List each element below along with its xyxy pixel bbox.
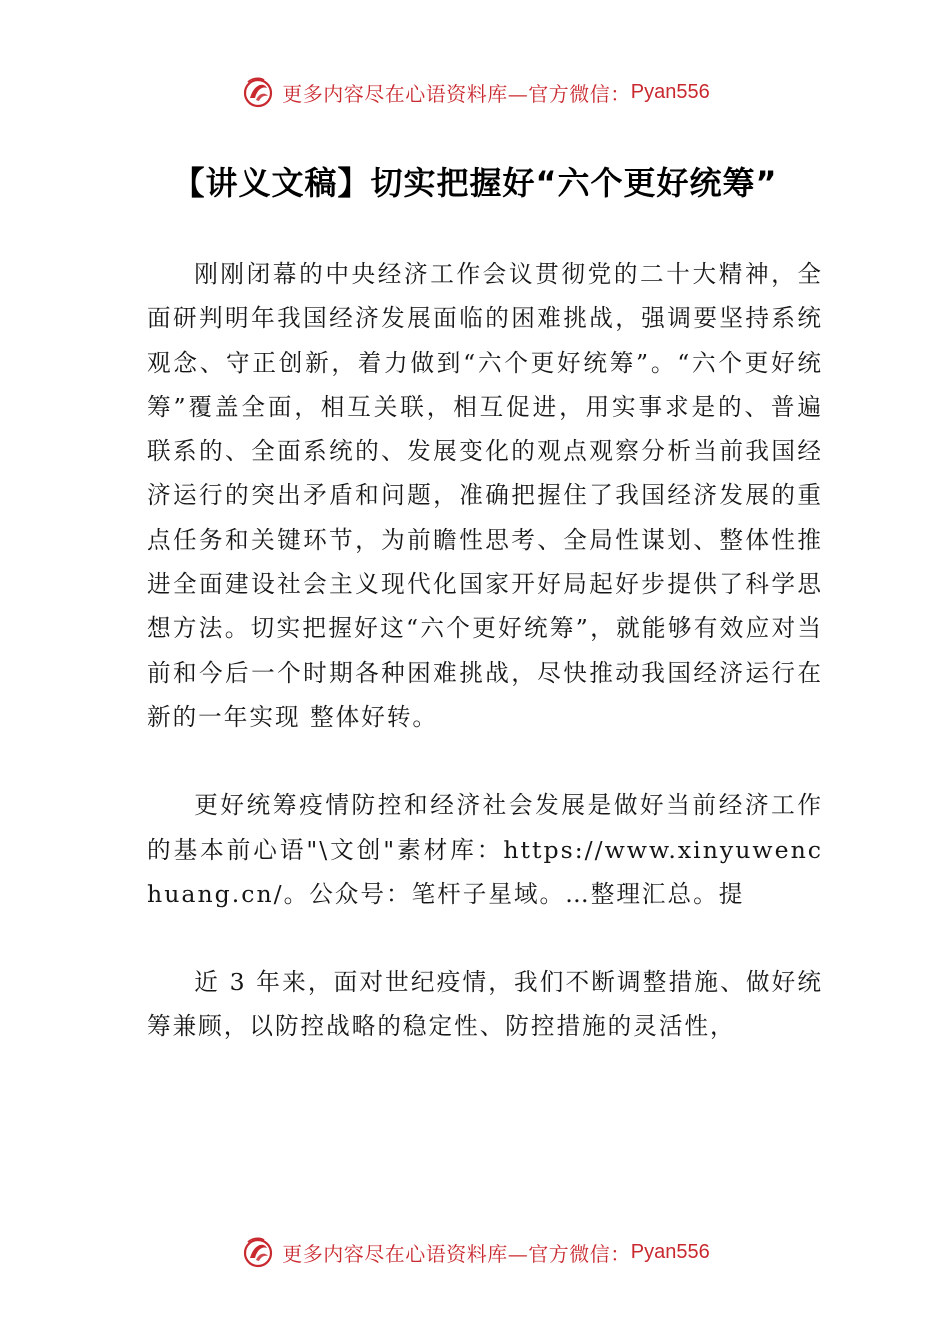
watermark-text: 更多内容尽在心语资料库—官方微信： <box>282 1241 631 1266</box>
paragraph: 更好统筹疫情防控和经济社会发展是做好当前经济工作的基本前心语"\文创"素材库：https://www.xinyuwenchuang.cn/。公众号：笔杆子星域。…整理汇总。提 <box>147 791 823 908</box>
paragraph: 近 3 年来，面对世纪疫情，我们不断调整措施、做好统筹兼顾，以防控战略的稳定性、防控措施的灵活性， <box>147 968 823 1041</box>
document-body <box>147 252 823 1049</box>
watermark-wechat-id: Pyan556 <box>630 80 710 103</box>
footer-watermark <box>0 1232 950 1272</box>
paragraph: 刚刚闭幕的中央经济工作会议贯彻党的二十大精神，全面研判明年我国经济发展面临的困难挑战，强调要坚持系统观念、守正创新，着力做到“六个更好统筹”。“六个更好统筹”覆盖全面，相互关联，相互促进，用实事求是的、普遍联系的、全面系统的、发展变化的观点观察分析当前我国经济运行的突出矛盾和问题，准确把握住了我国经济发展的重点任务和关键环节，为前瞻性思考、全局性谋划、整体性推进全面建设社会主义现代化国家开好局起好步提供了科学思想方法。切实把握好这“六个更好统筹”，就能够有效应对当前和今后一个时期各种困难挑战，尽快推动我国经济运行在新的一年实现 整体好转。 <box>147 260 823 731</box>
watermark-wechat-id: Pyan556 <box>630 1240 710 1263</box>
document-title: 【讲义文稿】切实把握好“六个更好统筹” <box>172 164 778 202</box>
header-watermark <box>0 72 950 112</box>
flame-swirl-icon <box>240 74 276 110</box>
watermark-text: 更多内容尽在心语资料库—官方微信： <box>282 81 631 106</box>
flame-swirl-icon <box>240 1234 276 1270</box>
